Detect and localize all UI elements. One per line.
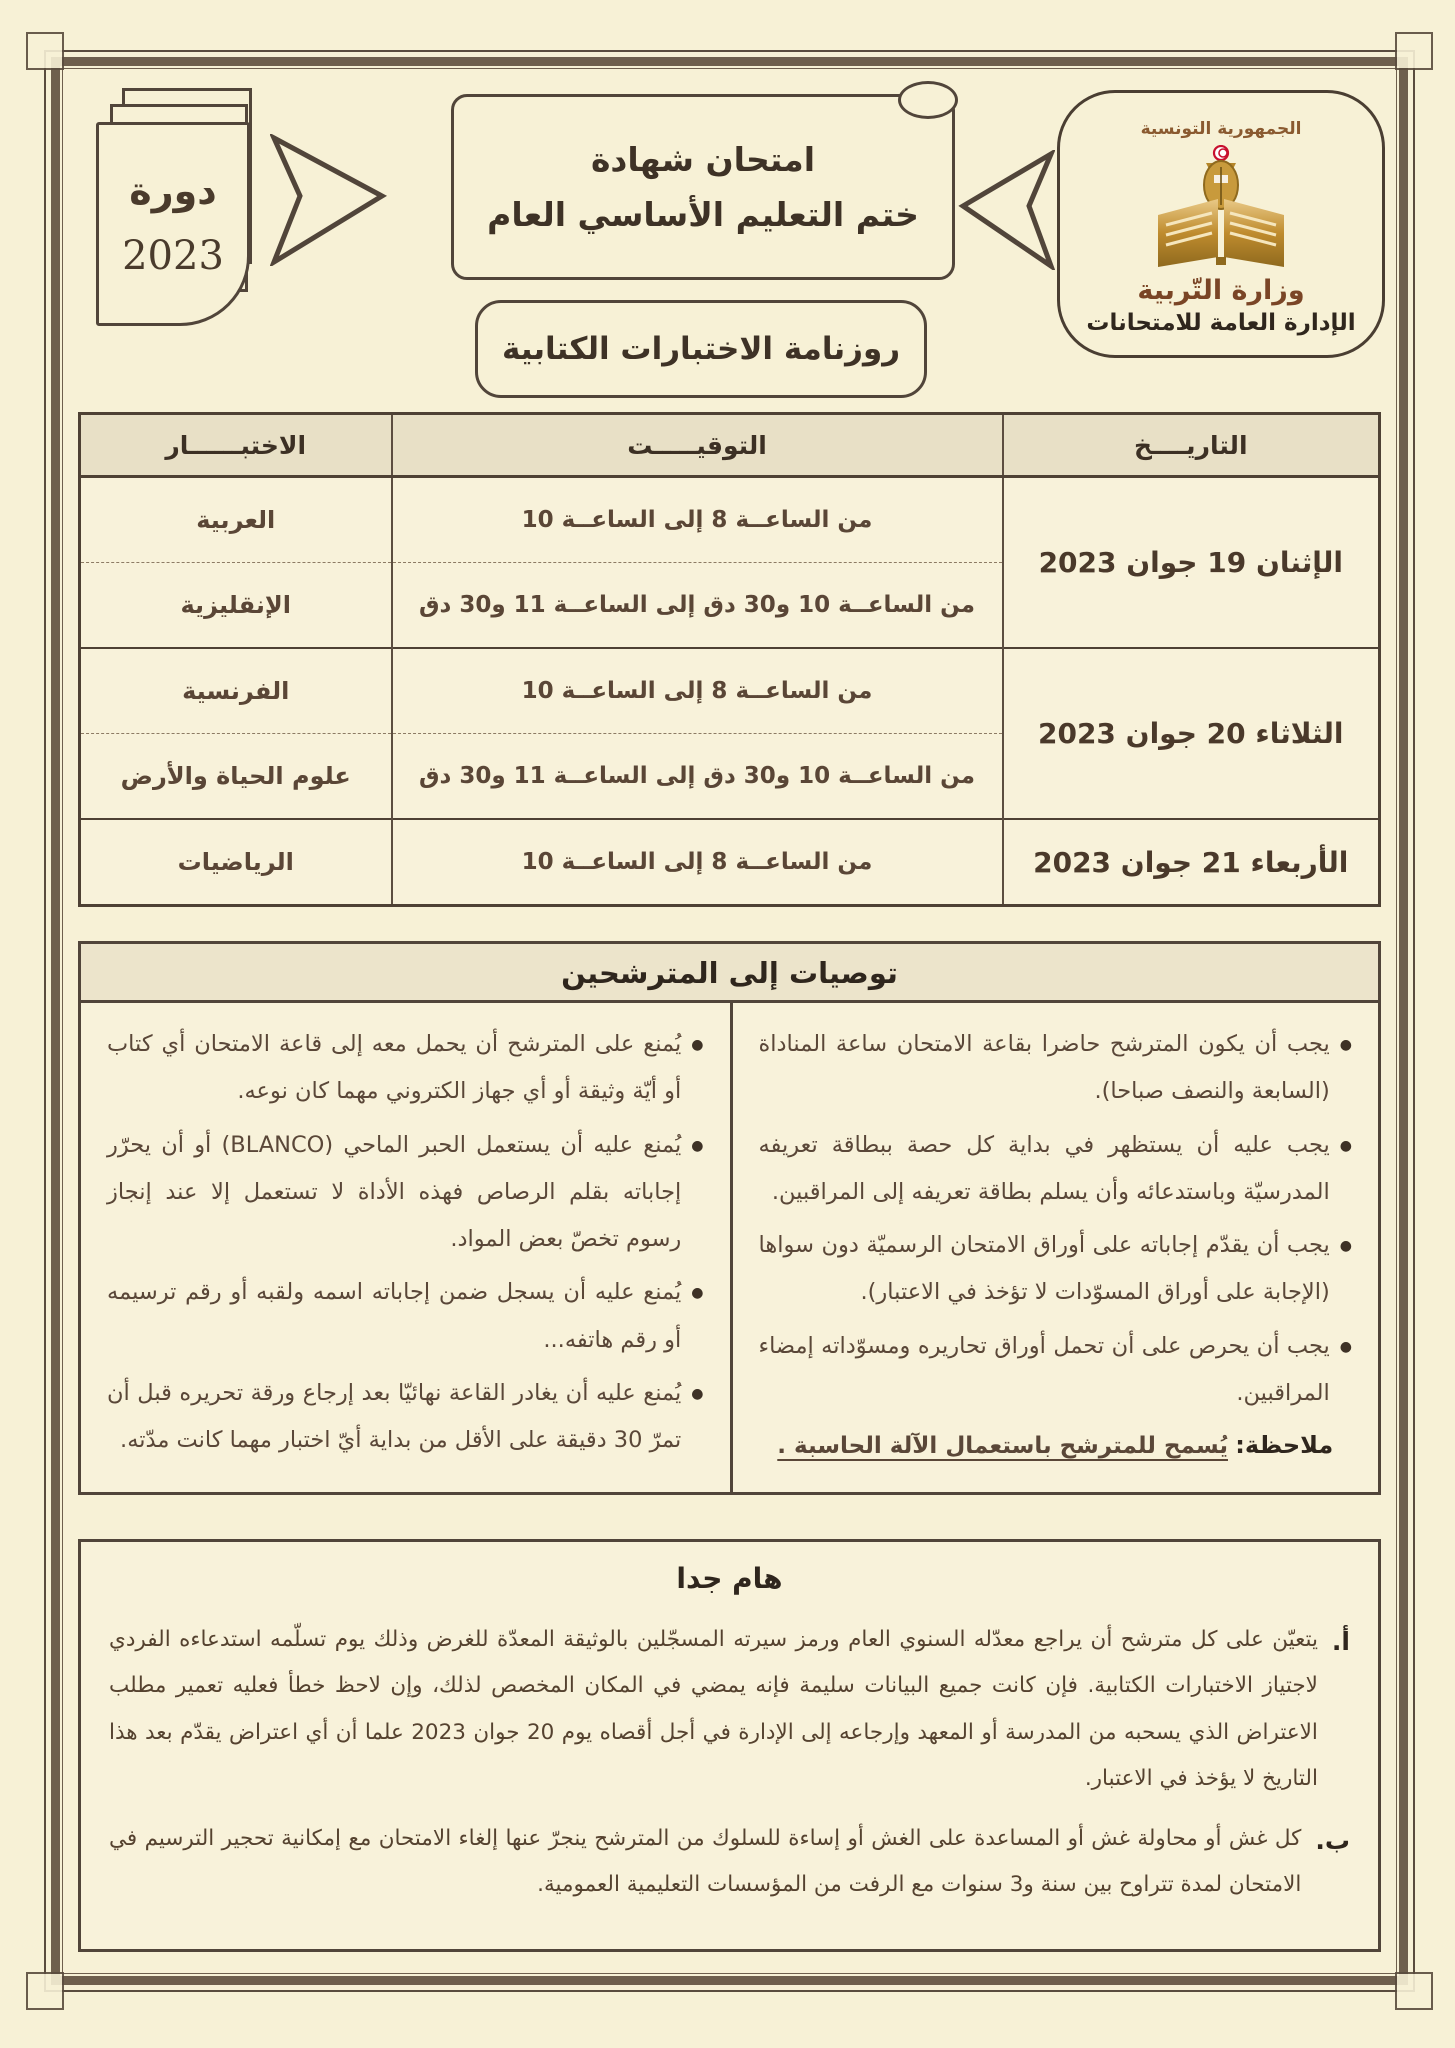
time-cell: من الساعــة 10 و30 دق إلى الساعــة 11 و30 دق bbox=[392, 563, 1003, 649]
title-banner bbox=[451, 94, 955, 280]
recommendation-text: يُمنع عليه أن يستعمل الحبر الماحي (BLANCO) أو أن يحرّر إجاباته بقلم الرصاص فهذه الأداة لا تستعمل إلا عند إنجاز رسوم تخصّ بعض المواد. bbox=[107, 1131, 682, 1252]
recommendations-title: توصيات إلى المترشحين bbox=[81, 944, 1378, 1003]
bullet-icon: ● bbox=[1339, 1338, 1352, 1355]
header-time: التوقيـــــت bbox=[392, 414, 1003, 477]
time-cell: من الساعــة 10 و30 دق إلى الساعــة 11 و30 دق bbox=[392, 734, 1003, 820]
ministry-logo-icon bbox=[1146, 145, 1296, 269]
item-label: أ. bbox=[1331, 1627, 1350, 1657]
list-item bbox=[759, 1222, 1353, 1317]
ribbon-chevron-icon bbox=[270, 134, 388, 266]
bullet-icon: ● bbox=[1339, 1037, 1352, 1053]
session-label: دورة bbox=[129, 169, 217, 213]
scroll-curl bbox=[898, 81, 958, 119]
note-separator: : bbox=[1235, 1431, 1245, 1459]
date-cell: الإثنان 19 جوان 2023 bbox=[1003, 477, 1380, 649]
table-row bbox=[80, 819, 1380, 906]
bullet-icon: ● bbox=[691, 1037, 704, 1053]
bullet-icon: ● bbox=[691, 1385, 704, 1402]
time-cell: من الساعــة 8 إلى الساعــة 10 bbox=[392, 819, 1003, 906]
recommendation-text: يُمنع على المترشح أن يحمل معه إلى قاعة الامتحان أي كتاب أو أيّة وثيقة أو أي جهاز الكتروني مهما كان نوعه. bbox=[107, 1031, 682, 1105]
decorative-frame bbox=[44, 50, 1415, 1992]
recommendations-left-column bbox=[81, 1003, 730, 1492]
schedule-table-wrap bbox=[78, 412, 1381, 907]
subject-cell: الرياضيات bbox=[80, 819, 392, 906]
recommendation-text: يجب عليه أن يستظهر في بداية كل حصة ببطاقة تعريفه المدرسيّة وباستدعائه وأن يسلم بطاقة تعريفه إلى المراقبين. bbox=[758, 1131, 1330, 1205]
recommendations-right-column bbox=[730, 1003, 1379, 1492]
frame-corner bbox=[26, 1972, 64, 2010]
list-item bbox=[107, 1021, 704, 1116]
note-line bbox=[759, 1431, 1353, 1459]
calendar-subtitle: روزنامة الاختبارات الكتابية bbox=[501, 331, 901, 367]
note-text: يُسمح للمترشح باستعمال الآلة الحاسبة . bbox=[777, 1433, 1228, 1459]
table-header-row bbox=[80, 414, 1380, 477]
session-year: 2023 bbox=[122, 233, 224, 279]
bullet-icon: ● bbox=[1339, 1238, 1352, 1254]
item-text: كل غش أو محاولة غش أو المساعدة على الغش أو إساءة للسلوك من المترشح ينجرّ عنها إلغاء الامتحان مع إمكانية تحجير الترسيم في الامتحان لمدة تتراوح بين سنة و3 سنوات مع الرفت من المؤسسات التعليمية العمومية. bbox=[109, 1826, 1302, 1898]
recommendation-text: يجب أن يقدّم إجاباته على أوراق الامتحان الرسميّة دون سواها (الإجابة على أوراق المسوّدات لا تؤخذ في الاعتبار). bbox=[758, 1232, 1330, 1306]
recommendation-text: يُمنع عليه أن يسجل ضمن إجاباته اسمه ولقبه أو رقم ترسيمه أو رقم هاتفه... bbox=[107, 1279, 682, 1353]
exam-title-line2: ختم التعليم الأساسي العام bbox=[487, 195, 919, 234]
header-subject: الاختبــــــار bbox=[80, 414, 392, 477]
subject-cell: علوم الحياة والأرض bbox=[80, 734, 392, 820]
date-cell: الأربعاء 21 جوان 2023 bbox=[1003, 819, 1380, 906]
time-cell: من الساعــة 8 إلى الساعــة 10 bbox=[392, 648, 1003, 734]
recommendation-text: يجب أن يكون المترشح حاضرا بقاعة الامتحان ساعة المناداة (السابعة والنصف صباحا). bbox=[758, 1031, 1330, 1105]
important-item bbox=[109, 1617, 1350, 1802]
recommendation-text: يُمنع عليه أن يغادر القاعة نهائيّا بعد إرجاع ورقة تحريره قبل أن تمرّ 30 دقيقة على الأقل من بداية أيّ اختبار مهما كانت مدّته. bbox=[107, 1379, 682, 1453]
ribbon-chevron-icon bbox=[955, 150, 1055, 270]
table-row bbox=[80, 477, 1380, 563]
directorate-name: الإدارة العامة للامتحانات bbox=[1086, 309, 1356, 336]
header-date: التاريــــخ bbox=[1003, 414, 1380, 477]
list-item bbox=[759, 1122, 1353, 1217]
ministry-name: وزارة التّربية bbox=[1137, 274, 1305, 306]
frame-corner bbox=[1395, 32, 1433, 70]
frame-corner bbox=[1395, 1972, 1433, 2010]
list-item bbox=[107, 1370, 704, 1465]
list-item bbox=[759, 1323, 1353, 1418]
important-title: هام جدا bbox=[676, 1562, 783, 1596]
date-cell: الثلاثاء 20 جوان 2023 bbox=[1003, 648, 1380, 819]
list-item bbox=[107, 1269, 704, 1364]
subject-cell: العربية bbox=[80, 477, 392, 563]
session-card bbox=[96, 122, 258, 324]
important-box bbox=[78, 1539, 1381, 1951]
list-item bbox=[107, 1122, 704, 1264]
item-label: ب. bbox=[1315, 1826, 1350, 1856]
time-cell: من الساعــة 8 إلى الساعــة 10 bbox=[392, 477, 1003, 563]
subtitle-box bbox=[475, 300, 927, 398]
item-text: يتعيّن على كل مترشح أن يراجع معدّله السنوي العام ورمز سيرته المسجّلين بالوثيقة المعدّة للغرض وذلك يوم تسلّمه استدعاءه الفردي لاجتياز الاختبارات الكتابية. فإن كانت جميع البيانات سليمة فإنه يمضي في المكان المخصص لذلك، وإن لاحظ خطأ فعليه تعمير مطلب الاعتراض الذي يسحبه من المدرسة أو المعهد وإرجاعه إلى الإدارة في أجل أقصاه يوم 20 جوان 2023 علما أن أي اعتراض يقدّم بعد هذا التاريخ لا يؤخذ في الاعتبار. bbox=[109, 1627, 1318, 1791]
note-label: ملاحظة bbox=[1244, 1431, 1334, 1459]
recommendations-box bbox=[78, 941, 1381, 1495]
bullet-icon: ● bbox=[691, 1137, 704, 1154]
bullet-icon: ● bbox=[691, 1285, 704, 1302]
schedule-table bbox=[78, 412, 1381, 907]
recommendation-text: يجب أن يحرص على أن تحمل أوراق تحاريره ومسوّداته إمضاء المراقبين. bbox=[758, 1332, 1330, 1406]
subject-cell: الإنقليزية bbox=[80, 563, 392, 649]
sheet-front bbox=[96, 122, 250, 326]
important-item bbox=[109, 1816, 1350, 1908]
bullet-icon: ● bbox=[1339, 1137, 1352, 1154]
exam-title-line1: امتحان شهادة bbox=[590, 140, 816, 179]
frame-corner bbox=[26, 32, 64, 70]
list-item bbox=[759, 1021, 1353, 1116]
table-row bbox=[80, 648, 1380, 734]
document-header bbox=[74, 76, 1385, 406]
authority-panel bbox=[1057, 90, 1385, 358]
subject-cell: الفرنسية bbox=[80, 648, 392, 734]
republic-name: الجمهورية التونسية bbox=[1140, 118, 1302, 139]
